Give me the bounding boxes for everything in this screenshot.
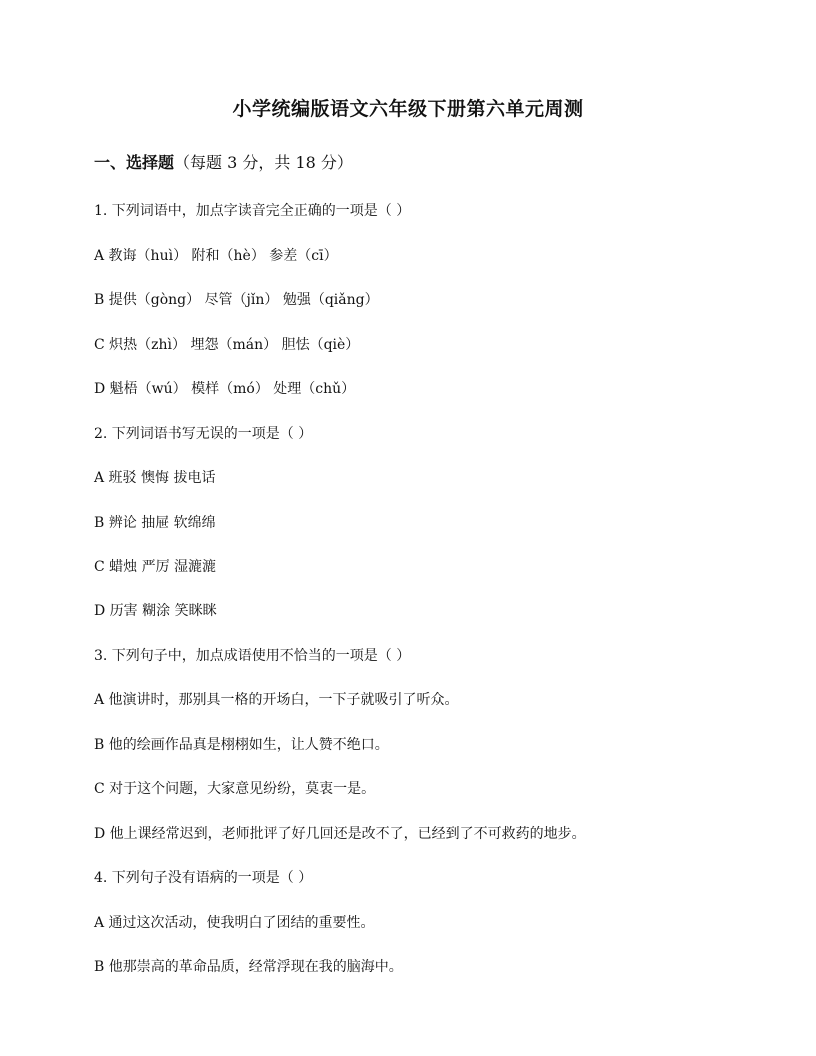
section-score-note: （每题 3 分，共 18 分）	[174, 153, 353, 172]
q4-option-a: A 通过这次活动，使我明白了团结的重要性。	[94, 915, 375, 931]
question-3: 3. 下列句子中，加点成语使用不恰当的一项是（ ）	[94, 648, 411, 664]
q1-option-a: A 教诲（huì） 附和（hè） 参差（cī）	[94, 248, 338, 264]
q3-option-a: A 他演讲时，那别具一格的开场白，一下子就吸引了听众。	[94, 692, 459, 708]
q1-option-c: C 炽热（zhì） 埋怨（mán） 胆怯（qiè）	[94, 337, 360, 353]
q2-option-d: D 历害 糊涂 笑眯眯	[94, 603, 217, 619]
q2-option-a: A 班驳 懊悔 拔电话	[94, 470, 216, 486]
q2-option-b: B 辨论 抽屉 软绵绵	[94, 515, 216, 531]
q3-option-d: D 他上课经常迟到，老师批评了好几回还是改不了，已经到了不可救药的地步。	[94, 826, 586, 842]
q3-option-c: C 对于这个问题，大家意见纷纷，莫衷一是。	[94, 781, 376, 797]
section-heading	[94, 150, 353, 173]
section-title: 一、选择题	[94, 153, 175, 172]
q2-option-c: C 蜡烛 严厉 湿漉漉	[94, 559, 217, 575]
q1-option-b: B 提供（gòng） 尽管（jǐn） 勉强（qiǎng）	[94, 292, 379, 308]
q3-option-b: B 他的绘画作品真是栩栩如生，让人赞不绝口。	[94, 737, 389, 753]
question-1: 1. 下列词语中，加点字读音完全正确的一项是（ ）	[94, 203, 411, 219]
q4-option-b: B 他那崇高的革命品质，经常浮现在我的脑海中。	[94, 959, 403, 975]
question-4: 4. 下列句子没有语病的一项是（ ）	[94, 870, 313, 886]
q1-option-d: D 魁梧（wú） 模样（mó） 处理（chǔ）	[94, 381, 356, 397]
question-2: 2. 下列词语书写无误的一项是（ ）	[94, 426, 313, 442]
page-title: 小学统编版语文六年级下册第六单元周测	[232, 98, 584, 120]
